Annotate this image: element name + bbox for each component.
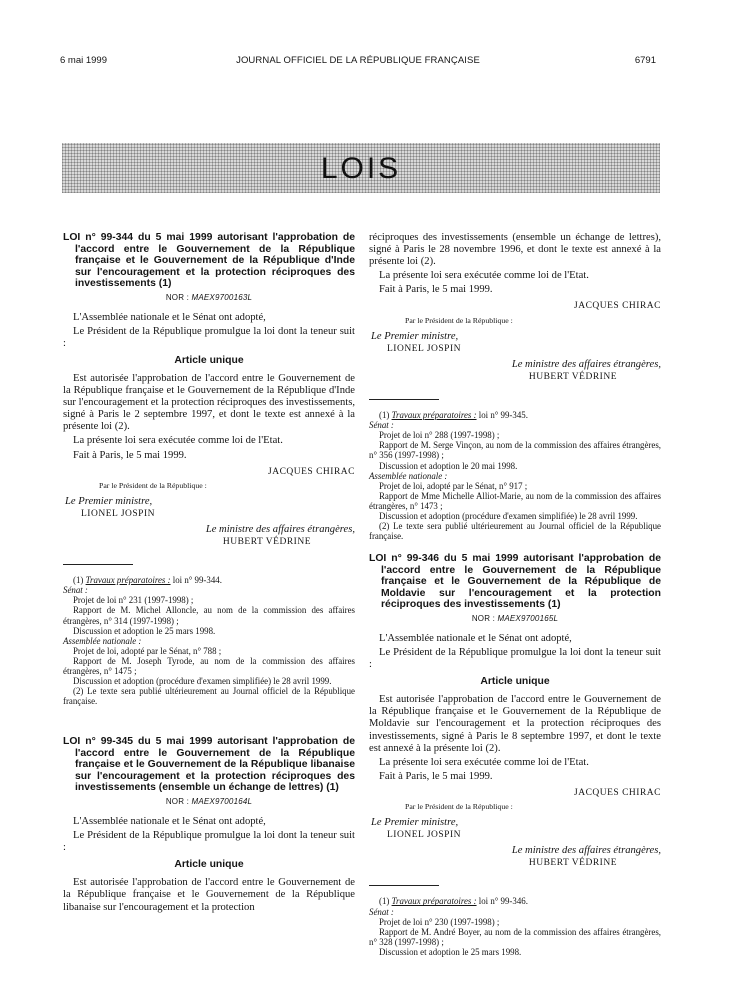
travaux-line: (1) Travaux préparatoires : loi n° 99-345. — [379, 410, 528, 421]
note-line: Projet de loi, adopté par le Sénat, n° 917 ; — [379, 480, 528, 491]
article-heading: Article unique — [174, 354, 244, 366]
note-line: Discussion et adoption (procédure d'examen simplifiée) le 28 avril 1999. — [379, 510, 638, 521]
prime-minister-title: Le Premier ministre, — [371, 330, 459, 342]
minister-title: Le ministre des affaires étrangères, — [511, 358, 661, 370]
running-header — [60, 55, 656, 67]
assemblee-heading: Assemblée nationale : — [63, 635, 142, 646]
nor-label: NOR : — [471, 613, 496, 623]
prime-minister-signature: LIONEL JOSPIN — [387, 343, 461, 354]
travaux-ref: loi n° 99-345. — [478, 410, 528, 421]
footnote-rule — [369, 399, 439, 400]
president-promulgates: Le Président de la République promulgue la loi dont la teneur suit : — [63, 830, 355, 854]
execution-clause: La présente loi sera exécutée comme loi de l'Etat. — [73, 435, 283, 447]
note-line: Discussion et adoption le 20 mai 1998. — [379, 460, 518, 471]
travaux-label: Travaux préparatoires : — [391, 896, 477, 907]
execution-clause: La présente loi sera exécutée comme loi de l'Etat. — [379, 270, 589, 282]
article-text: Est autorisée l'approbation de l'accord entre le Gouvernement de la République française et le Gouvernement de la République de Moldavie sur l'encouragement et la protection réciproques des investissements, signé à Paris le 8 septembre 1997, et dont le texte est annexé à la présente loi (2). — [369, 694, 661, 754]
travaux-line: (1) Travaux préparatoires : loi n° 99-344. — [73, 575, 222, 586]
done-at-paris: Fait à Paris, le 5 mai 1999. — [379, 770, 493, 782]
header-date: 6 mai 1999 — [60, 55, 108, 66]
president-signature: JACQUES CHIRAC — [574, 301, 661, 312]
footnotes-99-345 — [369, 410, 661, 541]
article-text-part1: Est autorisée l'approbation de l'accord entre le Gouvernement de la République française et le Gouvernement de la République libanaise sur l'encouragement et la protection — [63, 877, 355, 913]
header-journal-title: JOURNAL OFFICIEL DE LA RÉPUBLIQUE FRANÇAISE — [236, 55, 480, 66]
president-promulgates: Le Président de la République promulgue la loi dont la teneur suit : — [369, 646, 661, 671]
president-promulgates: Le Président de la République promulgue la loi dont la teneur suit : — [63, 325, 355, 349]
senat-heading: Sénat : — [369, 906, 394, 917]
note-line: Discussion et adoption le 25 mars 1998. — [73, 625, 216, 636]
footnote-rule — [369, 885, 439, 886]
minister-title: Le ministre des affaires étrangères, — [205, 524, 355, 535]
note-line: Discussion et adoption le 25 mars 1998. — [379, 946, 522, 957]
note-line: Projet de loi n° 288 (1997-1998) ; — [379, 430, 500, 441]
note-line: Rapport de M. Michel Alloncle, au nom de la commission des affaires étrangères, n° 314 (1997-1998) ; — [63, 605, 355, 626]
assembly-adopted: L'Assemblée nationale et le Sénat ont adopté, — [73, 816, 266, 827]
footnotes-99-346 — [369, 896, 661, 957]
nor-reference — [63, 796, 355, 808]
president-signature: JACQUES CHIRAC — [268, 466, 355, 477]
note-line: Projet de loi n° 230 (1997-1998) ; — [379, 916, 500, 927]
annex-note: (2) Le texte sera publié ultérieurement au Journal officiel de la République française. — [63, 686, 355, 707]
senat-heading: Sénat : — [369, 420, 394, 431]
travaux-label: Travaux préparatoires : — [391, 410, 477, 421]
nor-code: MAEX9700165L — [497, 613, 559, 623]
header-page-number: 6791 — [634, 55, 656, 66]
law-title-99-344: LOI n° 99-344 du 5 mai 1999 autorisant l'approbation de l'accord entre le Gouvernement de la République française et le Gouvernement de la République d'Inde sur l'encouragement et la protection réciproques des investissements (1) — [63, 232, 355, 289]
travaux-ref: loi n° 99-344. — [172, 575, 222, 586]
nor-reference — [63, 292, 355, 304]
assemblee-heading: Assemblée nationale : — [369, 470, 448, 481]
note-line: Projet de loi n° 231 (1997-1998) ; — [73, 595, 194, 606]
article-text-part2: réciproques des investissements (ensemble un échange de lettres), signé à Paris le 28 novembre 1996, et dont le texte est annexé à la présente loi (2). — [369, 232, 661, 268]
nor-code: MAEX9700163L — [191, 292, 253, 302]
par-le-president: Par le Président de la République : — [405, 801, 513, 811]
prime-minister-signature: LIONEL JOSPIN — [387, 830, 461, 841]
article-text: Est autorisée l'approbation de l'accord entre le Gouvernement de la République française et le Gouvernement de la République d'Inde sur l'encouragement et la protection réciproques des investissements, signé à Paris le 2 septembre 1997, et dont le texte est annexé à la présente loi (2). — [63, 372, 355, 433]
execution-clause: La présente loi sera exécutée comme loi de l'Etat. — [379, 756, 589, 768]
nor-label: NOR : — [165, 796, 190, 806]
minister-title: Le ministre des affaires étrangères, — [511, 845, 661, 857]
nor-code: MAEX9700164L — [191, 796, 253, 806]
prime-minister-signature: LIONEL JOSPIN — [81, 508, 155, 519]
par-le-president: Par le Président de la République : — [99, 480, 207, 490]
travaux-label: Travaux préparatoires : — [85, 575, 171, 586]
note-line: Rapport de M. André Boyer, au nom de la commission des affaires étrangères, n° 328 (1997-1998) ; — [369, 926, 661, 947]
prime-minister-title: Le Premier ministre, — [371, 817, 459, 829]
prime-minister-title: Le Premier ministre, — [65, 495, 153, 507]
nor-reference — [369, 613, 661, 625]
article-heading: Article unique — [480, 676, 550, 688]
section-banner — [62, 143, 660, 193]
nor-label: NOR : — [165, 292, 190, 302]
annex-note: (2) Le texte sera publié ultérieurement au Journal officiel de la République française. — [369, 521, 661, 542]
note-line: Rapport de Mme Michelle Alliot-Marie, au nom de la commission des affaires étrangères, n° 1473 ; — [369, 490, 661, 511]
travaux-ref: loi n° 99-346. — [478, 896, 528, 907]
minister-signature: HUBERT VÉDRINE — [222, 537, 311, 548]
note-line: Discussion et adoption (procédure d'examen simplifiée) le 28 avril 1999. — [73, 676, 332, 687]
note-line: Projet de loi, adopté par le Sénat, n° 788 ; — [73, 645, 222, 656]
president-signature: JACQUES CHIRAC — [574, 787, 661, 798]
minister-signature: HUBERT VÉDRINE — [528, 371, 617, 382]
article-heading: Article unique — [174, 859, 244, 871]
right-column — [369, 232, 661, 957]
done-at-paris: Fait à Paris, le 5 mai 1999. — [73, 449, 187, 461]
assembly-adopted: L'Assemblée nationale et le Sénat ont adopté, — [73, 311, 266, 323]
assembly-adopted: L'Assemblée nationale et le Sénat ont adopté, — [379, 632, 572, 644]
footnote-rule — [63, 564, 133, 565]
senat-heading: Sénat : — [63, 585, 88, 596]
law-title-99-346: LOI n° 99-346 du 5 mai 1999 autorisant l'approbation de l'accord entre le Gouvernement de la République française et le Gouvernement de la République de Moldavie sur l'encouragement et la protection réciproques des investissements (1) — [369, 553, 661, 611]
note-line: Rapport de M. Serge Vinçon, au nom de la commission des affaires étrangères, n° 356 (1997-1998) ; — [369, 440, 661, 461]
footnotes-99-344 — [63, 575, 355, 706]
law-title-99-345: LOI n° 99-345 du 5 mai 1999 autorisant l'approbation de l'accord entre le Gouvernement de la République française et le Gouvernement de la République libanaise sur l'encouragement et la protection réciproques des investissements (ensemble un échange de lettres) (1) — [63, 736, 355, 794]
left-column — [63, 232, 355, 916]
section-title: LOIS — [320, 152, 402, 185]
note-line: Rapport de M. Joseph Tyrode, au nom de la commission des affaires étrangères, n° 1475 ; — [63, 655, 355, 677]
travaux-line: (1) Travaux préparatoires : loi n° 99-346. — [379, 896, 528, 907]
minister-signature: HUBERT VÉDRINE — [528, 858, 617, 869]
done-at-paris: Fait à Paris, le 5 mai 1999. — [379, 284, 493, 296]
par-le-president: Par le Président de la République : — [405, 315, 513, 325]
